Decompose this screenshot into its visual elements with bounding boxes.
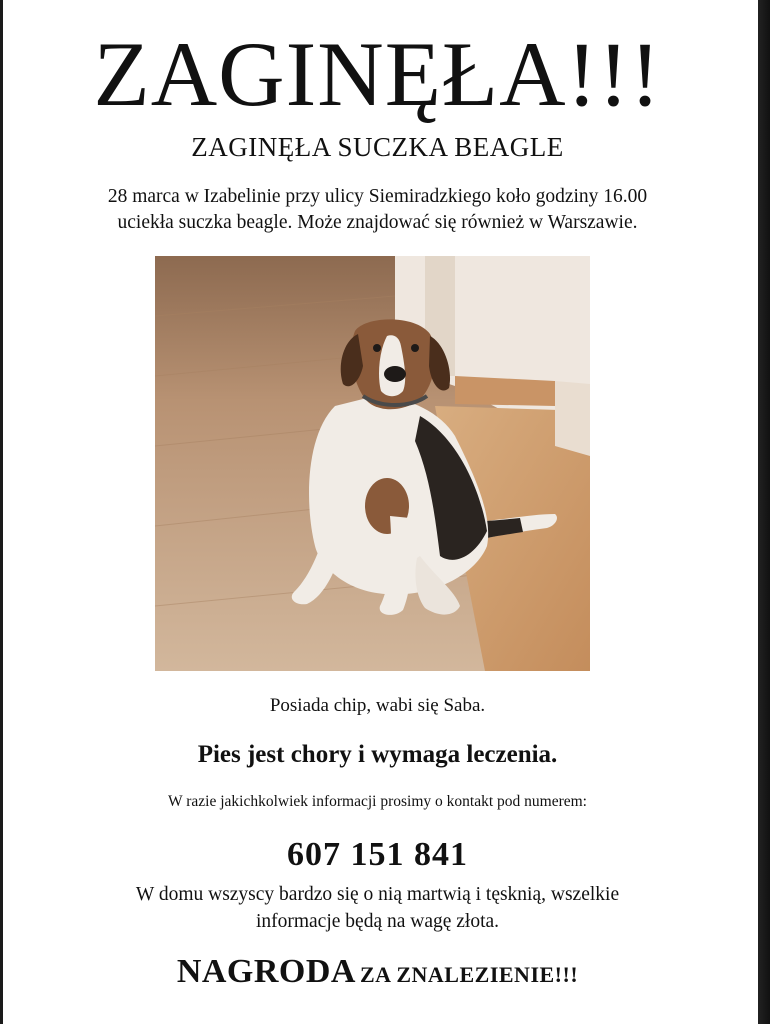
chip-info: Posiada chip, wabi się Saba. [269,695,486,716]
worry-line-2: informacje będą na wagę złota. [255,911,500,932]
phone-number[interactable]: 607 151 841 [287,836,468,873]
poster-description [43,184,712,236]
description-line-2: uciekła suczka beagle. Może znajdować się również w Warszawie. [117,212,638,233]
poster-subheadline: ZAGINĘŁA SUCZKA BEAGLE [191,132,564,162]
reward-notice [3,953,752,991]
reward-label: NAGRODA [176,953,356,990]
poster-headline: ZAGINĘŁA!!! [93,23,662,125]
dog-nose [384,366,406,382]
dog-eye-right [411,344,419,352]
contact-prompt: W razie jakichkolwiek informacji prosimy o kontakt pod numerem: [168,793,587,810]
missing-dog-poster [3,0,752,1024]
dog-photo-illustration [155,256,590,671]
beagle-dog-photo [155,256,590,671]
worry-line-1: W domu wszyscy bardzo się o nią martwią i tęsknią, wszelkie [135,884,620,905]
reward-sub-label: ZA ZNALEZIENIE!!! [360,962,579,987]
worry-text [63,881,692,935]
stair-step [455,376,555,406]
description-line-1: 28 marca w Izabelinie przy ulicy Siemiradzkiego koło godziny 16.00 [107,186,648,207]
health-notice: Pies jest chory i wymaga leczenia. [197,741,558,768]
right-border [752,0,770,1024]
dog-eye-left [373,344,381,352]
